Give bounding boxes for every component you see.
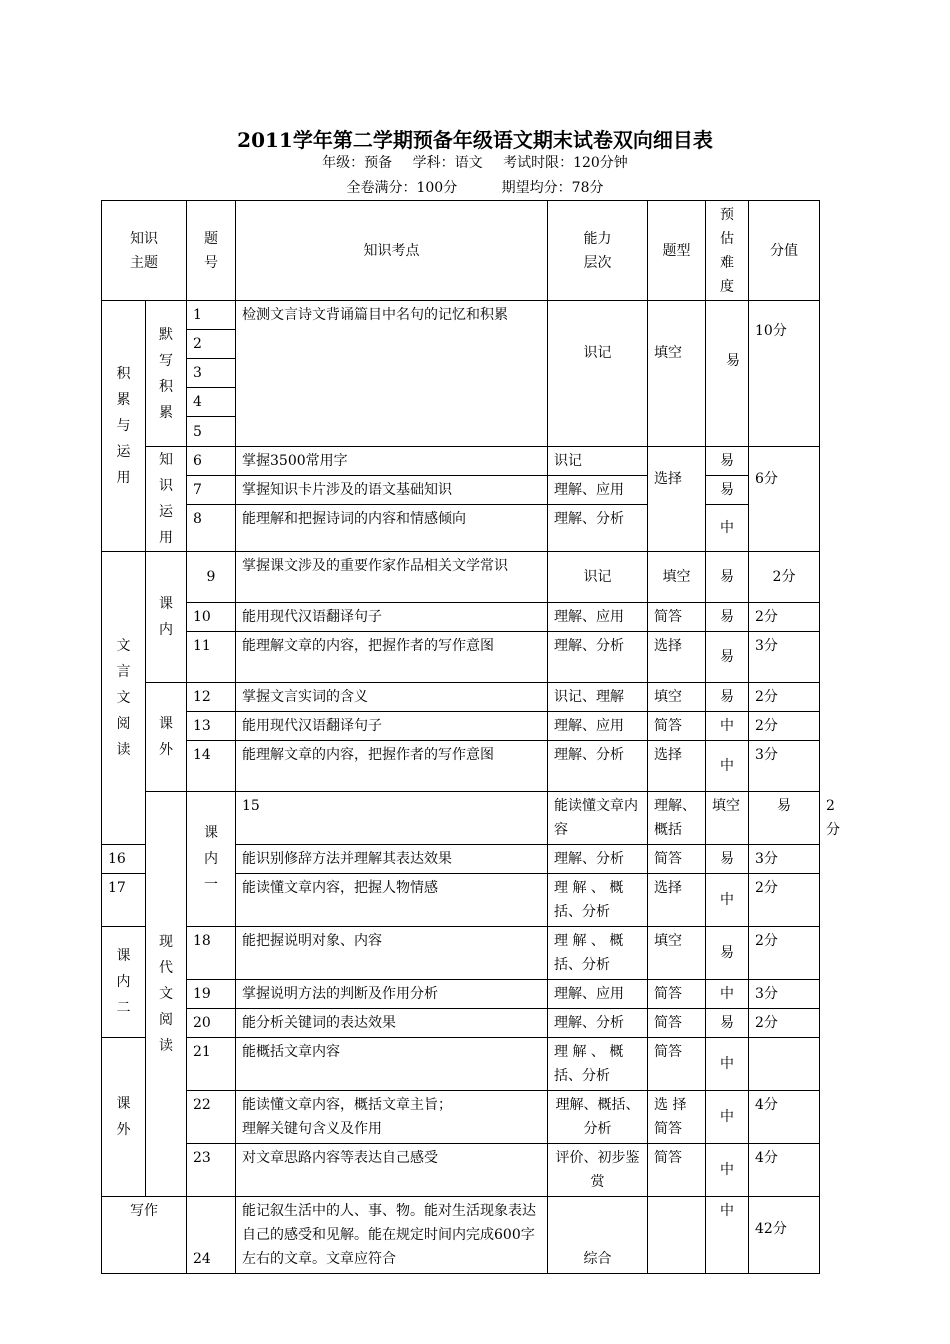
score: 2分	[749, 874, 820, 927]
subgroup-dictation: 默 写 积 累	[146, 301, 187, 447]
difficulty: 易	[706, 845, 749, 874]
question-type: 填空	[706, 792, 749, 845]
knowledge-point: 能读懂文章内容	[548, 792, 648, 845]
ability-level: 理解、应用	[548, 712, 648, 741]
question-type: 简答	[648, 845, 706, 874]
score: 6分	[749, 447, 820, 552]
question-number: 2	[187, 330, 236, 359]
question-number: 24	[187, 1197, 236, 1274]
ability-level: 识记、理解	[548, 683, 648, 712]
question-number: 20	[187, 1009, 236, 1038]
difficulty: 易	[706, 476, 749, 505]
subgroup-in-class-1: 课 内 一	[187, 792, 236, 927]
exam-meta-line-1	[0, 152, 950, 172]
table-row	[102, 301, 820, 330]
score: 3分	[749, 632, 820, 683]
question-type: 填空	[648, 552, 706, 603]
score: 3分	[749, 980, 820, 1009]
subgroup-out-class-2: 课 外	[102, 1038, 146, 1197]
difficulty: 中	[706, 1197, 749, 1274]
question-number: 8	[187, 505, 236, 552]
question-type: 选择	[648, 632, 706, 683]
difficulty: 易	[706, 632, 749, 683]
header-score: 分值	[749, 201, 820, 301]
question-type: 填空	[648, 683, 706, 712]
question-number: 10	[187, 603, 236, 632]
knowledge-point: 对文章思路内容等表达自己感受	[236, 1144, 548, 1197]
difficulty: 易	[706, 447, 749, 476]
question-number: 11	[187, 632, 236, 683]
question-type: 选 择 简答	[648, 1091, 706, 1144]
ability-level: 理解、概括	[648, 792, 706, 845]
question-type: 简答	[648, 712, 706, 741]
score: 42分	[749, 1197, 820, 1274]
question-type: 选择	[648, 874, 706, 927]
difficulty: 易	[706, 1009, 749, 1038]
question-type: 选择	[648, 741, 706, 792]
group-classical: 文 言 文 阅 读	[102, 552, 146, 845]
table-row	[102, 980, 820, 1009]
ability-level: 识记	[548, 301, 648, 447]
question-type: 简答	[648, 1038, 706, 1091]
score: 2分	[749, 603, 820, 632]
ability-level: 理解、应用	[548, 476, 648, 505]
knowledge-point: 能记叙生活中的人、事、物。能对生活现象表达自己的感受和见解。能在规定时间内完成600字左右的文章。文章应符合	[236, 1197, 548, 1274]
ability-level: 理 解 、 概括、分析	[548, 927, 648, 980]
header-knowledge-point: 知识考点	[236, 201, 548, 301]
score: 2分	[749, 712, 820, 741]
ability-level: 理解、分析	[548, 1009, 648, 1038]
score: 2分	[749, 927, 820, 980]
knowledge-point: 能读懂文章内容，概括文章主旨； 理解关键句含义及作用	[236, 1091, 548, 1144]
score: 2分	[749, 552, 820, 603]
header-row	[102, 201, 820, 301]
score: 3分	[749, 741, 820, 792]
subgroup-knowledge-use: 知 识 运 用	[146, 447, 187, 552]
table-row	[102, 712, 820, 741]
question-type: 简答	[648, 1144, 706, 1197]
question-number: 21	[187, 1038, 236, 1091]
knowledge-point: 能理解和把握诗词的内容和情感倾向	[236, 505, 548, 552]
question-number: 22	[187, 1091, 236, 1144]
knowledge-point: 掌握文言实词的含义	[236, 683, 548, 712]
ability-level: 理解、概括、分析	[548, 1091, 648, 1144]
table-row	[102, 683, 820, 712]
knowledge-point: 能概括文章内容	[236, 1038, 548, 1091]
question-number: 17	[102, 874, 146, 927]
group-modern: 现 代 文 阅 读	[146, 792, 187, 1197]
ability-level: 评价、初步鉴赏	[548, 1144, 648, 1197]
table-row	[102, 1009, 820, 1038]
group-writing: 写作	[102, 1197, 187, 1274]
difficulty: 中	[706, 712, 749, 741]
header-ability-level: 能力 层次	[548, 201, 648, 301]
score: 4分	[749, 1091, 820, 1144]
table-row	[102, 505, 820, 552]
question-number: 12	[187, 683, 236, 712]
subgroup-out-class: 课 外	[146, 683, 187, 792]
question-number: 6	[187, 447, 236, 476]
table-row: 现 代 文 阅 读 课 内 一 15 能读懂文章内容 理解、概括 填空 易 2分	[102, 792, 820, 845]
question-type	[648, 1197, 706, 1274]
knowledge-point: 能分析关键词的表达效果	[236, 1009, 548, 1038]
question-number: 13	[187, 712, 236, 741]
grade-label: 年级：预备	[322, 155, 393, 171]
difficulty: 中	[706, 1144, 749, 1197]
question-type: 简答	[648, 980, 706, 1009]
exam-meta-line-2	[0, 177, 950, 197]
question-number: 1	[187, 301, 236, 330]
ability-level: 理解、应用	[548, 603, 648, 632]
table-row	[102, 1091, 820, 1144]
difficulty: 中	[706, 505, 749, 552]
table-row	[102, 603, 820, 632]
question-number: 4	[187, 388, 236, 417]
score: 4分	[749, 1144, 820, 1197]
knowledge-point: 能理解文章的内容，把握作者的写作意图	[236, 741, 548, 792]
table-row	[102, 1197, 820, 1274]
table-row	[102, 447, 820, 476]
header-question-type: 题型	[648, 201, 706, 301]
table-row	[102, 552, 820, 603]
knowledge-point: 掌握说明方法的判断及作用分析	[236, 980, 548, 1009]
question-number: 15	[236, 792, 548, 845]
question-type: 填空	[648, 301, 706, 447]
knowledge-point: 检测文言诗文背诵篇目中名句的记忆和积累	[236, 301, 548, 447]
table-row	[102, 632, 820, 683]
table-row	[102, 1038, 820, 1091]
question-number: 19	[187, 980, 236, 1009]
difficulty: 中	[706, 1091, 749, 1144]
score: 10分	[749, 301, 820, 447]
difficulty: 中	[706, 874, 749, 927]
header-number: 题 号	[187, 201, 236, 301]
difficulty: 易	[706, 552, 749, 603]
difficulty: 中	[706, 741, 749, 792]
score: 3分	[749, 845, 820, 874]
question-number: 23	[187, 1144, 236, 1197]
question-type: 填空	[648, 927, 706, 980]
subgroup-in-class: 课 内	[146, 552, 187, 683]
ability-level: 理解、应用	[548, 980, 648, 1009]
ability-level: 识记	[548, 447, 648, 476]
difficulty: 易	[706, 301, 749, 447]
page-title: 2011学年第二学期预备年级语文期末试卷双向细目表	[237, 128, 713, 152]
difficulty: 易	[706, 603, 749, 632]
time-label: 考试时限：120分钟	[503, 155, 628, 171]
difficulty: 易	[706, 683, 749, 712]
table-row	[102, 741, 820, 792]
difficulty: 中	[706, 1038, 749, 1091]
question-type: 选择	[648, 447, 706, 552]
knowledge-point: 能把握说明对象、内容	[236, 927, 548, 980]
question-type: 简答	[648, 1009, 706, 1038]
question-number: 3	[187, 359, 236, 388]
expected-score-label: 期望均分：78分	[501, 180, 604, 196]
ability-level: 综合	[548, 1197, 648, 1274]
ability-level: 理解、分析	[548, 845, 648, 874]
table-row	[102, 927, 820, 980]
ability-level: 理解、分析	[548, 741, 648, 792]
difficulty: 中	[706, 980, 749, 1009]
score: 2分	[749, 1009, 820, 1038]
knowledge-point: 掌握3500常用字	[236, 447, 548, 476]
group-accumulate: 积 累 与 运 用	[102, 301, 146, 552]
ability-level: 理 解 、 概括、分析	[548, 874, 648, 927]
exam-spec-table	[101, 200, 840, 1274]
knowledge-point: 能用现代汉语翻译句子	[236, 603, 548, 632]
question-type: 简答	[648, 603, 706, 632]
ability-level: 识记	[548, 552, 648, 603]
score	[749, 1038, 820, 1091]
question-number: 5	[187, 417, 236, 447]
header-difficulty: 预 估 难 度	[706, 201, 749, 301]
question-number: 14	[187, 741, 236, 792]
knowledge-point: 掌握课文涉及的重要作家作品相关文学常识	[236, 552, 548, 603]
question-number: 7	[187, 476, 236, 505]
score: 2分	[749, 683, 820, 712]
question-number: 16	[102, 845, 146, 874]
table-row	[102, 476, 820, 505]
table-row	[102, 1144, 820, 1197]
question-number: 9	[187, 552, 236, 603]
full-score-label: 全卷满分：100分	[346, 180, 458, 196]
knowledge-point: 掌握知识卡片涉及的语文基础知识	[236, 476, 548, 505]
ability-level: 理解、分析	[548, 632, 648, 683]
knowledge-point: 能理解文章的内容，把握作者的写作意图	[236, 632, 548, 683]
ability-level: 理 解 、 概括、分析	[548, 1038, 648, 1091]
knowledge-point: 能读懂文章内容，把握人物情感	[236, 874, 548, 927]
ability-level: 理解、分析	[548, 505, 648, 552]
difficulty: 易	[749, 792, 820, 845]
knowledge-point: 能用现代汉语翻译句子	[236, 712, 548, 741]
difficulty: 易	[706, 927, 749, 980]
subgroup-in-class-2: 课 内 二	[102, 927, 146, 1038]
knowledge-point: 能识别修辞方法并理解其表达效果	[236, 845, 548, 874]
subject-label: 学科：语文	[412, 155, 483, 171]
question-number: 18	[187, 927, 236, 980]
header-topic: 知识 主题	[102, 201, 187, 301]
